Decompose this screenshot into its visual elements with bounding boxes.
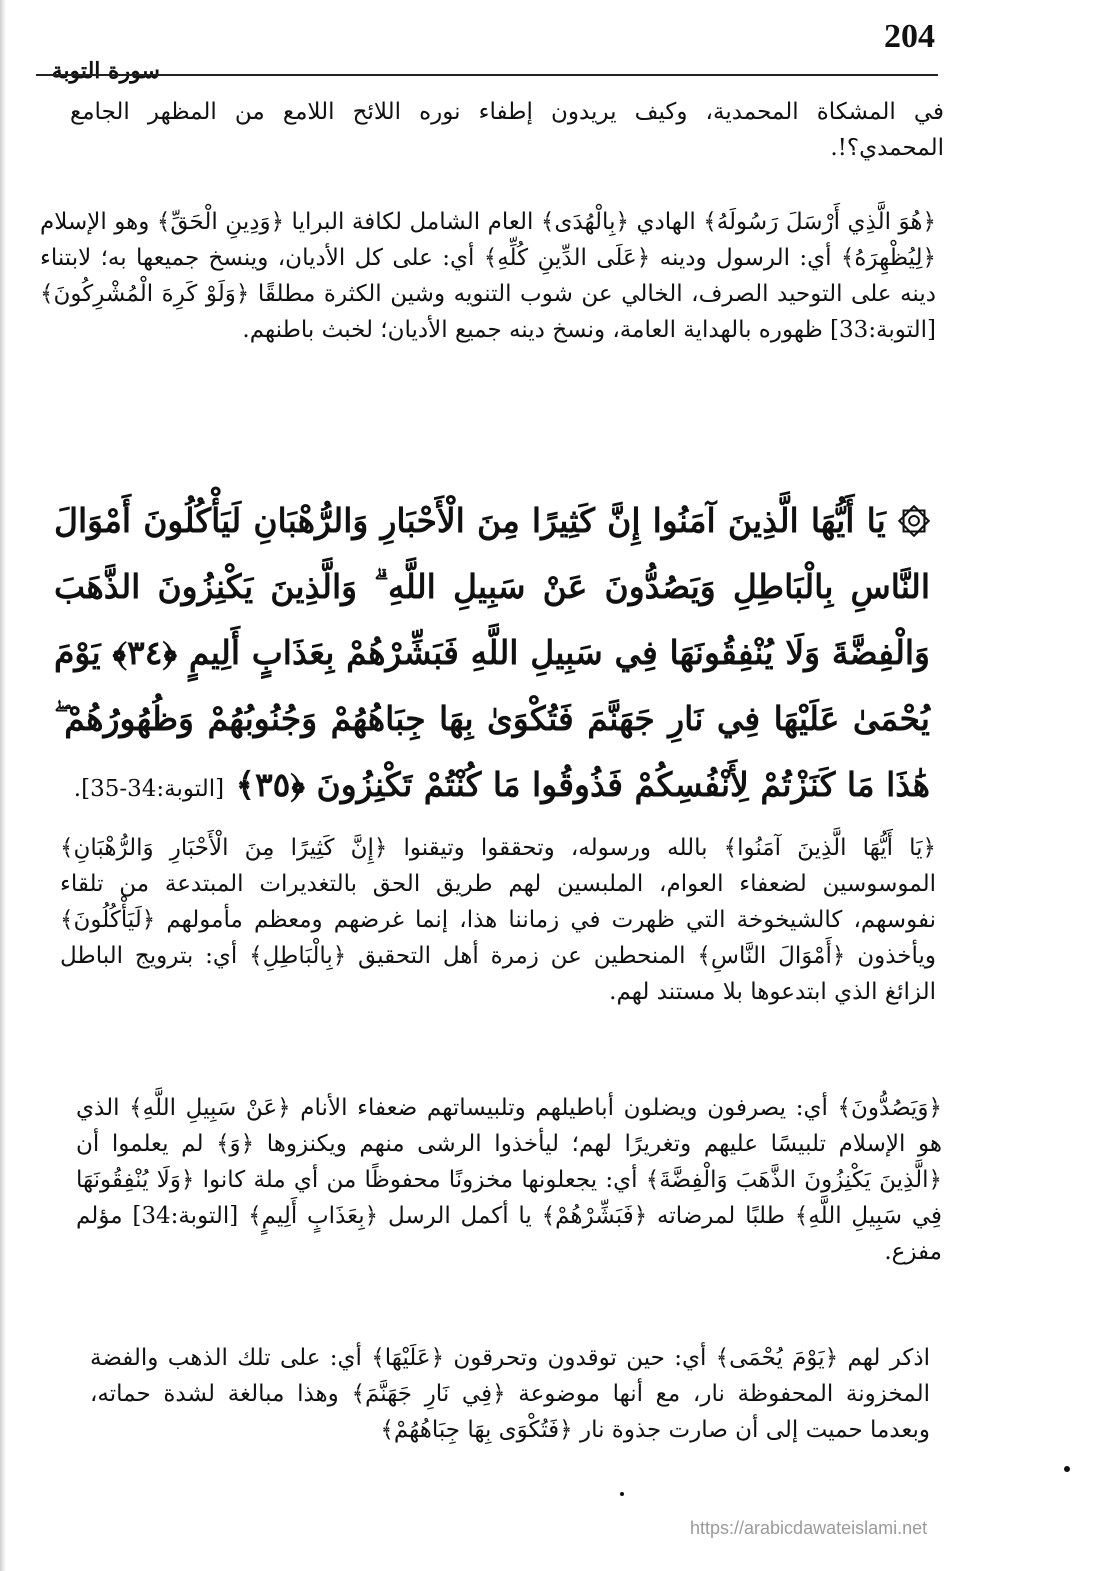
- quran-verse-block: [54, 488, 930, 822]
- header-rule: [36, 74, 938, 76]
- paragraph-commentary-34b: ﴿وَيَصُدُّونَ﴾ أي: يصرفون ويضلون أباطيلهم وتلبيساتهم ضعفاء الأنام ﴿عَنْ سَبِيلِ اللَّهِ﴾ الذي هو الإسلام تلبيسًا عليهم وتغريرًا لهم؛ ليأخذوا الرشى منهم ويكنزوها ﴿وَ﴾ لم يعلموا أن ﴿الَّذِينَ يَكْنِزُونَ الذَّهَبَ وَالْفِضَّةَ﴾ أي: يجعلونها مخزونًا محفوظًا من أي ملة كانوا ﴿وَلَا يُنْفِقُونَهَا فِي سَبِيلِ اللَّهِ﴾ طلبًا لمرضاته ﴿فَبَشِّرْهُمْ﴾ يا أكمل الرسل ﴿بِعَذَابٍ أَلِيمٍ﴾ [التوبة:34] مؤلم مفزع.: [76, 1095, 942, 1265]
- scan-speck: [620, 1492, 624, 1496]
- scan-edge: [0, 0, 6, 1571]
- verse-reference: [التوبة:34-35].: [73, 776, 225, 802]
- watermark-url: https://arabicdawateislami.net: [690, 1518, 928, 1538]
- paragraph-intro: في المشكاة المحمدية، وكيف يريدون إطفاء نوره اللائح اللامع من المظهر الجامع المحمدي؟!.: [70, 99, 944, 161]
- page-number: 204: [884, 18, 935, 55]
- scan-speck: [1064, 1466, 1070, 1472]
- paragraph-commentary-34a: ﴿يَا أَيُّهَا الَّذِينَ آمَنُوا﴾ بالله ورسوله، وتحققوا وتيقنوا ﴿إِنَّ كَثِيرًا مِنَ الْأَحْبَارِ وَالرُّهْبَانِ﴾ الموسوسين لضعفاء العوام، الملبسين لهم طريق الحق بالتغديرات المبتدعة من تلقاء نفوسهم، كالشيخوخة التي ظهرت في زماننا هذا، إنما غرضهم ومعظم مأمولهم ﴿لَيَأْكُلُونَ﴾ ويأخذون ﴿أَمْوَالَ النَّاسِ﴾ المنحطين عن زمرة أهل التحقيق ﴿بِالْبَاطِلِ﴾ أي: بترويج الباطل الزائغ الذي ابتدعوها بلا مستند لهم.: [60, 835, 936, 1005]
- surah-title: سورة التوبة: [51, 58, 160, 84]
- paragraph-commentary-35: اذكر لهم ﴿يَوْمَ يُحْمَى﴾ أي: حين توقدون وتحرقون ﴿عَلَيْهَا﴾ أي: على تلك الذهب والفضة المخزونة المحفوظة نار، مع أنها موضوعة ﴿فِي نَارِ جَهَنَّمَ﴾ وهذا مبالغة لشدة حماته، وبعدما حميت إلى أن صارت جذوة نار ﴿فَتُكْوَى بِهَا جِبَاهُهُمْ﴾: [90, 1345, 930, 1443]
- paragraph-verse-33-commentary: ﴿هُوَ الَّذِي أَرْسَلَ رَسُولَهُ﴾ الهادي ﴿بِالْهُدَى﴾ العام الشامل لكافة البرايا ﴿وَدِينِ الْحَقِّ﴾ وهو الإسلام ﴿لِيُظْهِرَهُ﴾ أي: الرسول ودينه ﴿عَلَى الدِّينِ كُلِّهِ﴾ أي: على كل الأديان، وينسخ جميعها به؛ لابتناء دينه على التوحيد الصرف، الخالي عن شوب التنويه وشين الكثرة مطلقًا ﴿وَلَوْ كَرِهَ الْمُشْرِكُونَ﴾ [التوبة:33] ظهوره بالهداية العامة، ونسخ دينه جميع الأديان؛ لخبث باطنهم.: [40, 209, 936, 343]
- quran-verse-text: ۞ يَا أَيُّهَا الَّذِينَ آمَنُوا إِنَّ كَثِيرًا مِنَ الْأَحْبَارِ وَالرُّهْبَانِ لَيَأْكُلُونَ أَمْوَالَ النَّاسِ بِالْبَاطِلِ وَيَصُدُّونَ عَنْ سَبِيلِ اللَّهِ ۗ وَالَّذِينَ يَكْنِزُونَ الذَّهَبَ وَالْفِضَّةَ وَلَا يُنْفِقُونَهَا فِي سَبِيلِ اللَّهِ فَبَشِّرْهُمْ بِعَذَابٍ أَلِيمٍ ﴿٣٤﴾ يَوْمَ يُحْمَىٰ عَلَيْهَا فِي نَارِ جَهَنَّمَ فَتُكْوَىٰ بِهَا جِبَاهُهُمْ وَجُنُوبُهُمْ وَظُهُورُهُمْ ۖ هَٰذَا مَا كَنَزْتُمْ لِأَنْفُسِكُمْ فَذُوقُوا مَا كُنْتُمْ تَكْنِزُونَ ﴿٣٥﴾: [54, 501, 930, 804]
